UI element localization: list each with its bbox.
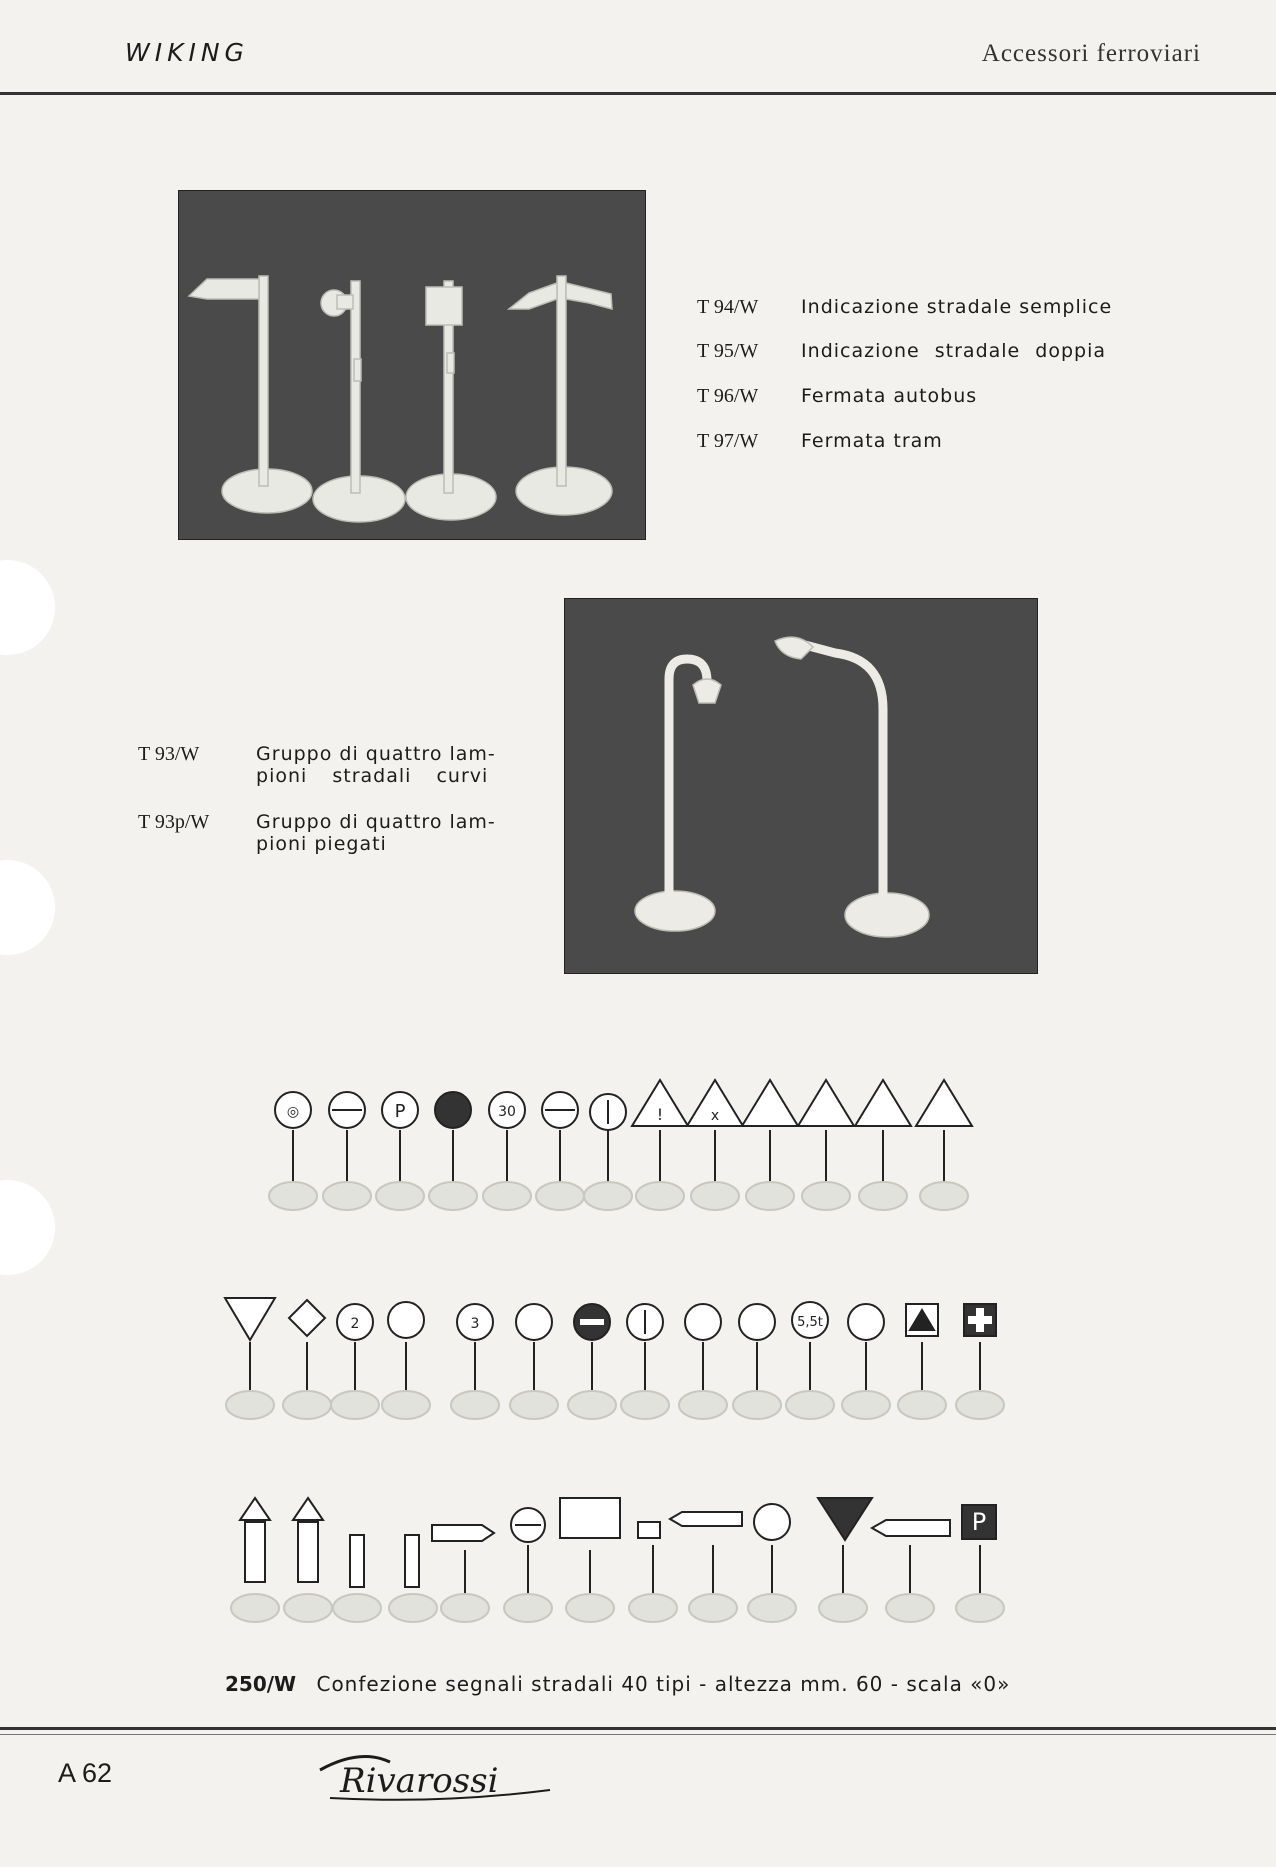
- road-sign-row: [231, 1498, 1004, 1622]
- svg-text:Rivarossi: Rivarossi: [340, 1761, 499, 1801]
- svg-text:2: 2: [350, 1316, 360, 1332]
- svg-text:P: P: [971, 1508, 987, 1536]
- product-code: T 95/W: [697, 340, 759, 362]
- page-number: A 62: [58, 1758, 113, 1788]
- description-line: pioni piegati: [256, 833, 387, 855]
- road-sign-row: [269, 1080, 972, 1210]
- product-description: Indicazione stradale semplice: [801, 296, 1113, 318]
- brand-heading: WIKING: [125, 38, 249, 67]
- svg-text:3: 3: [470, 1316, 480, 1332]
- svg-text:x: x: [710, 1108, 720, 1124]
- product-code: T 94/W: [697, 296, 759, 318]
- section-heading: Accessori ferroviari: [981, 40, 1201, 67]
- description-line: Gruppo di quattro lam-: [256, 811, 496, 833]
- svg-text:30: 30: [498, 1104, 516, 1120]
- product-code: T 93/W: [138, 743, 200, 765]
- description-line: pioni stradali curvi: [256, 765, 489, 787]
- svg-text:P: P: [394, 1101, 406, 1122]
- svg-text:◎: ◎: [286, 1104, 300, 1120]
- rivarossi-logo: [300, 1740, 580, 1814]
- logo-wordmark: [300, 1740, 580, 1810]
- product-code: T 96/W: [697, 385, 759, 407]
- product-description: Fermata autobus: [801, 385, 978, 407]
- svg-text:!: !: [656, 1105, 664, 1124]
- product-code: T 93p/W: [138, 811, 210, 833]
- svg-text:5,5t: 5,5t: [797, 1315, 823, 1330]
- footer-rule: [0, 1727, 1276, 1730]
- product-description: Indicazione stradale doppia: [801, 340, 1107, 362]
- product-code: 250/W: [225, 1672, 297, 1696]
- description-line: Gruppo di quattro lam-: [256, 743, 496, 765]
- road-sign-row: [225, 1298, 1004, 1419]
- product-description: Fermata tram: [801, 430, 943, 452]
- footer-rule-thin: [0, 1734, 1276, 1735]
- product-code: T 97/W: [697, 430, 759, 452]
- product-description: Confezione segnali stradali 40 tipi - altezza mm. 60 - scala «0»: [316, 1672, 1011, 1696]
- road-signs-caption: [225, 1672, 1010, 1696]
